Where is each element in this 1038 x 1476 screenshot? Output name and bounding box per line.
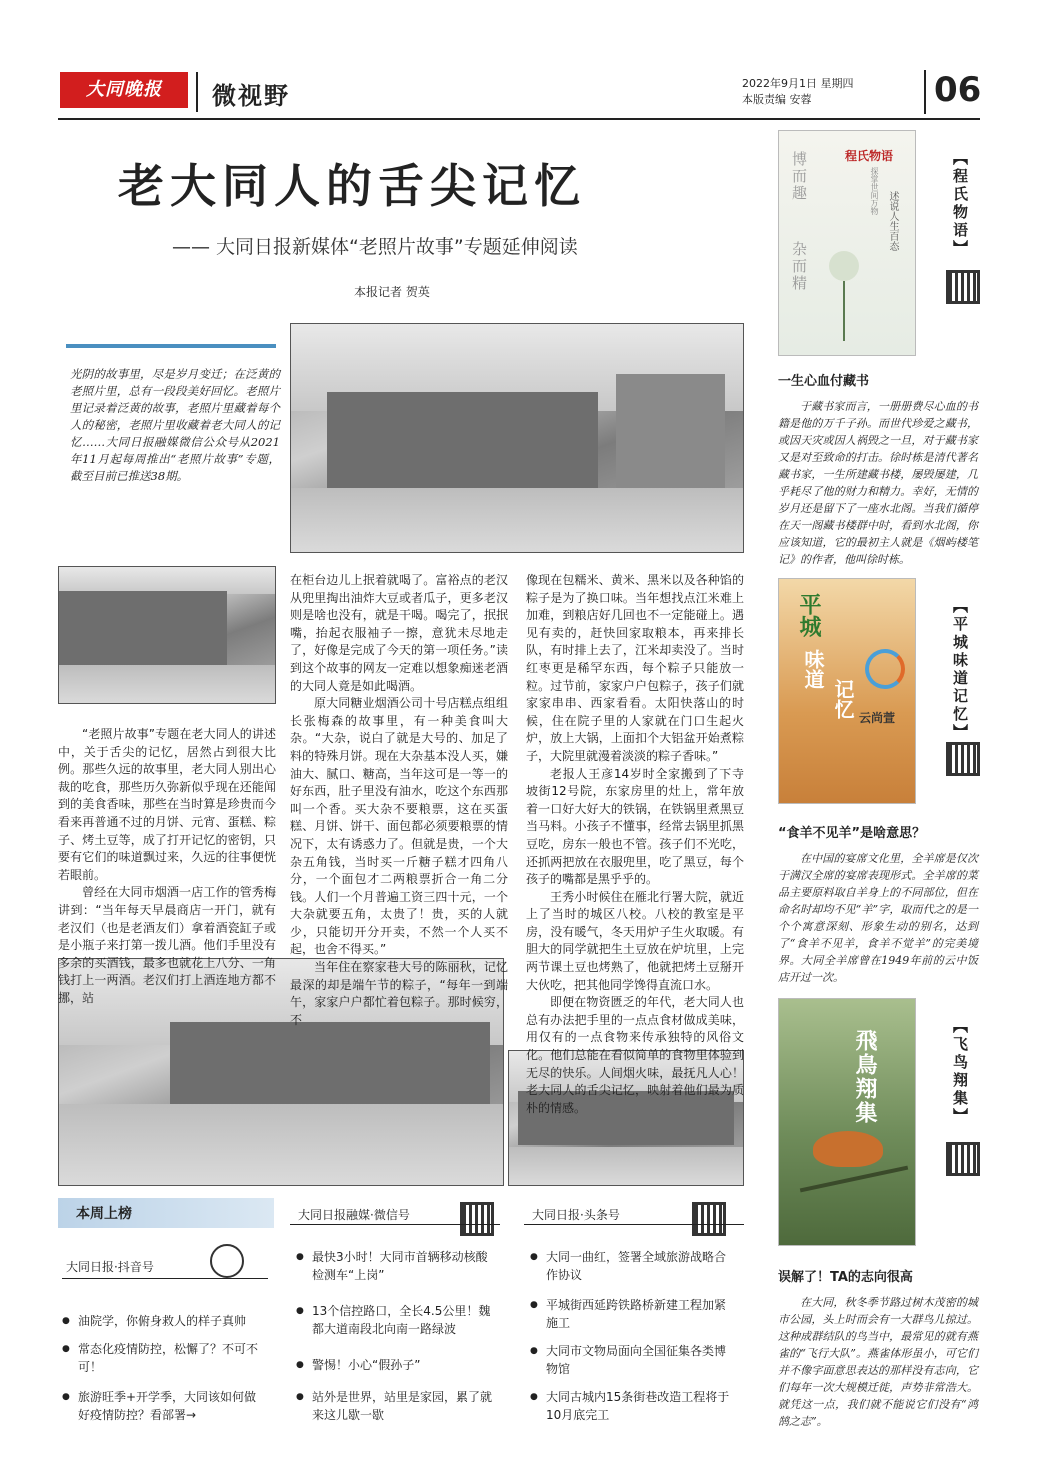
sidebar-tag-feiniao: 【飞鸟翔集】 bbox=[951, 1018, 969, 1126]
sidebar-text: 在中国的宴席文化里，全羊席是仅次于满汉全席的宴席表现形式。全羊席的菜品主要原料取自羊身上的不同部位，但在命名时却均不见“羊”字，取而代之的是一个个寓意深刻、形象生动的别名，达到了“食羊不见羊，食羊不觉羊”的完美境界。大同全羊席曾在1949年前的云中饭店开过一次。 bbox=[778, 852, 978, 984]
douyin-logo-icon bbox=[210, 1244, 244, 1278]
qr-code-icon[interactable] bbox=[946, 1142, 980, 1176]
article-subtitle: —— 大同日报新媒体“老照片故事”专题延伸阅读 bbox=[172, 236, 578, 258]
weekly-ranking-banner bbox=[58, 1198, 274, 1228]
image-text: 述说人生百态 bbox=[887, 191, 898, 251]
image-text: 平城 bbox=[796, 593, 821, 637]
qr-code-icon[interactable] bbox=[946, 742, 980, 776]
paragraph: 老报人王彦14岁时全家搬到了下寺坡街12号院，东家房里的灶上，常年放着一口好大好大的铁锅，在铁锅里煮黑豆当马料。小孩子不懂事，经常去锅里抓黑豆吃，房东一般也不管。孩子们不光吃，还抓两把放在衣服兜里，吃了黑豆，每个孩子的嘴都是黑乎乎的。 bbox=[526, 766, 744, 887]
list-item[interactable]: ● 大同古城内15条街巷改造工程将于10月底完工 bbox=[546, 1388, 736, 1424]
divider bbox=[524, 1224, 744, 1225]
photo-street-shops bbox=[290, 323, 744, 553]
lotus-illustration-icon bbox=[829, 251, 859, 281]
image-text: 味道 bbox=[801, 649, 825, 689]
sidebar-tag-pingcheng: 【平城味道记忆】 bbox=[951, 598, 969, 742]
sidebar-heading: “食羊不见羊”是啥意思？ bbox=[778, 826, 926, 841]
toutiao-account-heading: 大同日报·头条号 bbox=[532, 1208, 620, 1222]
paragraph: 当年住在察家巷大号的陈丽秋，记忆最深的却是端午节的粽子，“每年一到端午，家家户户都忙着包粽子。那时候穷，不 bbox=[290, 960, 508, 1027]
list-item[interactable]: ● 13个信控路口，全长4.5公里！魏都大道南段北向南一路绿波 bbox=[312, 1302, 496, 1338]
sidebar-image-pingcheng bbox=[778, 578, 916, 804]
article-column-1 bbox=[58, 726, 276, 1008]
divider bbox=[62, 1278, 268, 1279]
list-item[interactable]: ● 大同一曲红，签署全域旅游战略合作协议 bbox=[546, 1248, 736, 1284]
list-item[interactable]: ● 大同市文物局面向全国征集各类博物馆 bbox=[546, 1342, 736, 1378]
dateline bbox=[742, 76, 854, 108]
image-text: 飛鳥翔集 bbox=[852, 1029, 877, 1125]
article-column-3 bbox=[526, 572, 744, 1117]
article-intro: 光阴的故事里，尽是岁月变迁；在泛黄的老照片里，总有一段段美好回忆。老照片里记录着泛黄的故事，老照片里藏着每个人的秘密，老照片里收藏着老大同人的记忆……大同日报融媒微信公众号从2021年11月起每周推出“老照片故事”专题，截至目前已推送38期。 bbox=[70, 367, 280, 483]
article-byline: 本报记者 贺英 bbox=[354, 285, 430, 299]
swirl-logo-icon bbox=[865, 649, 905, 689]
issue-date: 2022年9月1日 星期四 bbox=[742, 77, 854, 90]
bird-illustration-icon bbox=[813, 1131, 883, 1167]
paragraph: 像现在包糯米、黄米、黑米以及各种馅的粽子是为了换口味。当年想找点江米难上加难，到粮店好几回也不一定能碰上。遇见有卖的，赶快回家取粮本，再来排长队，有时排上去了，江米却卖没了。当时红枣更是稀罕东西，每个粽子只能放一粒。过节前，家家户户包粽子，孩子们就家家串串、西家看看。太阳快落山的时候，住在院子里的人家就在门口生起火炉，放上大锅，上面扣个大铝盆开始煮粽子，大院里就漫着淡淡的粽子香味。” bbox=[526, 573, 744, 763]
page-editor: 本版责编 安蓉 bbox=[742, 93, 812, 106]
article-column-2 bbox=[290, 572, 508, 1029]
paragraph: 曾经在大同市烟酒一店工作的管秀梅讲到：“当年每天早晨商店一开门，就有老汉们（也是老酒友们）拿着酒瓷缸子或是小瓶子来打第一拨儿酒。他们手里没有多余的买酒钱，最多也就花上八分、一角钱打上一两酒。老汉们打上酒连地方都不挪，站 bbox=[58, 885, 276, 1005]
paragraph: 原大同糖业烟酒公司十号店糕点组组长张梅森的故事里，有一种美食叫大杂。“大杂，说白了就是大号的、加足了料的特殊月饼。现在大杂基本没人买，嫌油大、腻口、糖高，当年这可是一等一的好东西，肚子里没有油水，吃这个东西那叫一个香。买大杂不要粮票，这在买蛋糕、月饼、饼干、面包都必须要粮票的情况下，太有诱惑力了。但就是贵，一个大杂五角钱，当时买一斤糖子糕才四角八分，一个面包才二两粮票折合一角二分钱。人们一个月普遍工资三四十元，一个大杂就要五角，太贵了！贵，买的人就少，只能切开分开卖，不然一个人买不起，也舍不得买。” bbox=[290, 696, 508, 957]
divider bbox=[290, 1224, 500, 1225]
sidebar-image-feiniao bbox=[778, 998, 916, 1246]
header-divider bbox=[196, 72, 198, 112]
image-text: 云尚萱 bbox=[859, 711, 896, 725]
list-item[interactable]: ● 常态化疫情防控，松懈了？不可不可！ bbox=[78, 1340, 268, 1376]
weekly-ranking-title: 本周上榜 bbox=[76, 1206, 132, 1222]
list-item[interactable]: ● 油院学，你俯身救人的样子真帅 bbox=[78, 1312, 268, 1330]
list-item[interactable]: ● 平城街西延跨铁路桥新建工程加紧施工 bbox=[546, 1296, 736, 1332]
page-number-divider bbox=[924, 70, 926, 114]
qr-code-icon[interactable] bbox=[692, 1202, 726, 1236]
lotus-stem-icon bbox=[843, 281, 845, 341]
section-title: 微视野 bbox=[212, 82, 290, 110]
image-text: 记忆 bbox=[831, 679, 855, 719]
paragraph: 即便在物资匮乏的年代，老大同人也总有办法把手里的一点点食材做成美味，用仅有的一点食物来传承独特的风俗文化。他们总能在看似简单的食物里体验到无尽的快乐。人间烟火味，最抚凡人心！老大同人的舌尖记忆，映射着他们最为质朴的情感。 bbox=[526, 995, 744, 1115]
list-item[interactable]: ● 最快3小时！大同市首辆移动核酸检测车“上岗” bbox=[312, 1248, 496, 1284]
sidebar-heading: 一生心血付藏书 bbox=[778, 374, 870, 389]
sidebar-text: 于藏书家而言，一册册费尽心血的书籍是他的万千子孙。而世代珍爱之藏书，或因天灾或因人祸毁之一旦，对于藏书家又是对至致命的打击。徐时栋是清代著名藏书家，一生所建藏书楼，屡毁屡建，几乎耗尽了他的财力和精力。幸好，无情的岁月还是留下了一座水北阁。当我们循停在天一阁藏书楼群中时，看到水北阁，你应该知道，它的最初主人就是《烟屿楼笔记》的作者，他叫徐时栋。 bbox=[778, 400, 978, 566]
image-text: 博而趣 bbox=[790, 151, 808, 202]
paragraph: “老照片故事”专题在老大同人的讲述中，关于舌尖的记忆，居然占到很大比例。那些久远的故事里，老大同人别出心裁的吃食，那些历久弥新似乎现在还能闻到的美食香味，那些在当时算是珍贵而今看来再普通不过的月饼、元宵、蛋糕、粽子、烤土豆等，成了打开记忆的密钥，只要有它们的味道飘过来，久远的往事便恍若眼前。 bbox=[58, 727, 276, 882]
article-title: 老大同人的舌尖记忆 bbox=[118, 159, 586, 213]
list-item[interactable]: ● 站外是世界，站里是家园，累了就来这儿歇一歇 bbox=[312, 1388, 496, 1424]
intro-accent-bar bbox=[66, 344, 276, 348]
sidebar-heading: 误解了！TA的志向很高 bbox=[778, 1270, 913, 1285]
image-text: 探掌世间万物 bbox=[870, 167, 879, 215]
list-item[interactable]: ● 警惕！小心“假孙子” bbox=[312, 1356, 496, 1374]
list-item[interactable]: ● 旅游旺季+开学季，大同该如何做好疫情防控？看部署→ bbox=[78, 1388, 268, 1424]
image-text: 杂而精 bbox=[790, 241, 808, 292]
image-text: 程氏物语 bbox=[845, 149, 894, 163]
douyin-account-heading: 大同日报·抖音号 bbox=[66, 1260, 154, 1274]
newspaper-logo: 大同晚报 bbox=[60, 72, 188, 108]
sidebar-text: 在大同，秋冬季节路过树木茂密的城市公园，头上时而会有一大群鸟儿掠过。这种成群结队的鸟当中，最常见的就有燕雀的“飞行大队”。燕雀体形虽小，可它们并不像字面意思表达的那样没有志向，它们每年一次大规模迁徙，声势非常浩大。就凭这一点，我们就不能说它们没有“鸿鹄之志”。 bbox=[778, 1296, 978, 1428]
sidebar-tag-chengshi: 【程氏物语】 bbox=[951, 150, 969, 258]
photo-old-storefront bbox=[58, 566, 276, 704]
wechat-account-heading: 大同日报融媒·微信号 bbox=[298, 1208, 410, 1222]
header-rule bbox=[58, 118, 980, 120]
qr-code-icon[interactable] bbox=[460, 1202, 494, 1236]
sidebar-image-chengshi bbox=[778, 130, 916, 356]
page-number: 06 bbox=[934, 70, 982, 110]
branch-icon bbox=[800, 1166, 908, 1193]
paragraph: 王秀小时候住在雁北行署大院，就近上了当时的城区八校。八校的教室是平房，没有暖气，冬天用炉子生火取暖。有胆大的同学就把生土豆放在炉坑里，上完两节课土豆也烤熟了，他就把烤土豆掰开大伙吃，把其他同学馋得直流口水。 bbox=[526, 889, 744, 992]
paragraph: 在柜台边儿上抿着就喝了。富裕点的老汉从兜里掏出油炸大豆或者瓜子，更多老汉则是啥也没有，就是干喝。喝完了，抿抿嘴，抬起衣服袖子一擦，意犹未尽地走了，好像是完成了今天的第一项任务。”读到这个故事的网友一定难以想象痴迷老酒的大同人竟是如此喝酒。 bbox=[290, 573, 508, 693]
qr-code-icon[interactable] bbox=[946, 270, 980, 304]
